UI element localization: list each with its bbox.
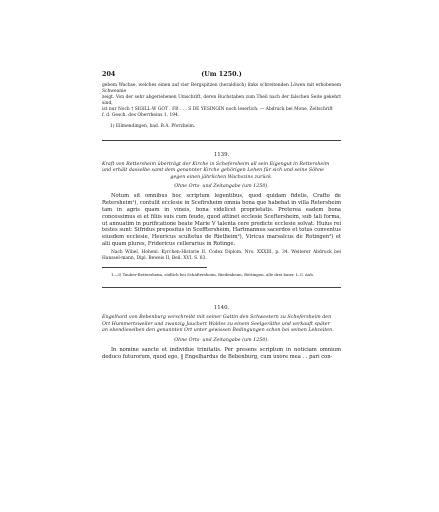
prev-text-line: gebem Wachse, welches einen auf vier Bergspitzen (heraldisch) links schreitenden Löwen mit erhobenem Schweanie — [102, 83, 341, 95]
summary-line: Ort Hummertsweiler und zwanzig Jauchert Waldes zu einem Seelgeräthe und verkauft später — [102, 321, 330, 327]
document-summary — [102, 162, 341, 182]
source-note: Nach Wibel, Hohenl. Kyrchen-Historie II, Codex Diplom. Nro. XXXIII, p. 34. Weiterer Abdruck bei Hanssel-mann, Dipl. Beweis II, Beil. XVI, S. 83. — [102, 249, 341, 261]
section-divider — [102, 287, 341, 288]
running-year: (Um 1250.) — [201, 70, 242, 78]
document-number: 1140. — [213, 305, 230, 312]
document-number: 1139. — [213, 151, 230, 158]
document-1139 — [102, 152, 341, 278]
summary-line: Engelhard von Bebenburg verschreibt mit seiner Gattin den Schwestern zu Schefersheim den — [102, 315, 332, 321]
prev-text-line: zeigt. Von der sehr abgeriebenen Umschrift, deren Buchstaben zum Theil nach der falschen Seite gekehrt sind, — [102, 95, 341, 107]
section-divider — [102, 140, 341, 141]
charter-text: In nomine sancte et individue trinitatis. Per presens scriptum in noticiam omnium deduco futurorum, quod ego, ‖ Engelhardus de Bebenburg, cum uxore mea . . pari con- — [102, 347, 341, 360]
prev-text-line: ist nur Noch † SIGILL·W GOT . FR . . . S DE YESINGIN noch leserlich. — Abdruck bei Mone, Zeitschrift — [102, 107, 333, 113]
date-note: Ohne Orts- und Zeitangabe (um 1250). — [174, 184, 269, 190]
summary-line: gegen einen jährlichen Wachszins zurück. — [170, 174, 273, 180]
prev-footnote: 1) Ellmendingen, bad. B.A. Pforzheim. — [110, 123, 196, 129]
page-number: 204 — [102, 70, 116, 78]
summary-line: Kraft von Rettersheim überträgt der Kirche in Schefersheim all sein Eigengut in Rettersheim — [102, 161, 330, 167]
footnote-divider — [102, 267, 207, 268]
previous-document-tail — [102, 83, 341, 130]
document-1140 — [102, 305, 341, 360]
footnote: 1—3) Tauber-Rettersheim, südlich bei Schäftersheim, Riedenheim, Röttingen, alle drei baier. L.G. Aub. — [111, 271, 315, 277]
summary-line: und erhält dasselbe samt dem genannter Kirche gehörigen Lehen für sich und seine Söhne — [102, 168, 325, 174]
page-header — [102, 70, 341, 78]
document-summary — [102, 315, 341, 335]
summary-line: an ebendieselben den genannten Ort unter gewissen Bedingungen schon bei seinen Lebzeiten. — [102, 328, 334, 334]
charter-text: Notum sit omnibus hoc scriptum legentibus, quod quidam fidelis, Crafto de Retersheim¹), contulit ecclesie in Scefirsheim omnia bona que habebat in villa Retersheim tam in agris quam in vineis, bona videlicet proprietatis. Preterea eadem bona concessimus ei et filiis suis cum feudo, quod attinet ecclesie Sceftersheim, sub tali forma, ut annuatim in purificatione beate Marie V talenta cere predicte ecclesie solvat. Huius rei testes sunt: Sifridus prepositus in Scefftersheim, Hartmannus sacerdos et totus conventus eiusdem ecclesie, Heuricus scultetus de Rietheim²), Viricus marsalcus de Rotingen³) et alii quam plures, Fridericus cellerarius in Rotinge. — [102, 193, 341, 247]
date-note: Ohne Orts- und Zeitangabe (um 1250). — [174, 338, 269, 343]
prev-text-line: f. d. Gesch. des Oberrheins 1, 194. — [102, 113, 180, 119]
